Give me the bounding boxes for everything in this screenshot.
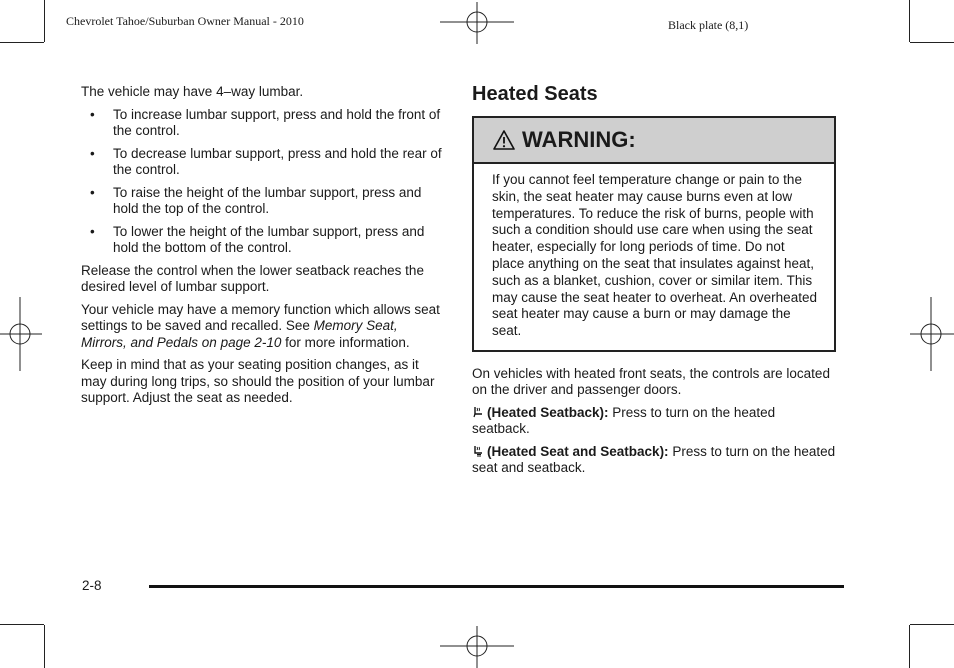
crop-mark-top-right-h xyxy=(910,42,954,43)
list-item: • To lower the height of the lumbar support, press and hold the bottom of the control. xyxy=(90,223,425,255)
crop-mark-bottom-left-h xyxy=(0,624,44,625)
plate-label: Black plate (8,1) xyxy=(668,18,749,32)
crop-mark-top-left-v xyxy=(44,0,45,42)
warning-title: WARNING: xyxy=(522,126,636,152)
crop-mark-bottom-right-v xyxy=(909,625,910,668)
bullet-dot: • xyxy=(90,106,95,122)
warning-box xyxy=(472,116,836,352)
memory-paragraph: Your vehicle may have a memory function which allows seat settings to be saved and recalled. See Memory Seat, Mirrors, and Pedals on page 2-10 for more information. xyxy=(81,301,440,350)
heated-seat-and-seatback-icon xyxy=(472,445,484,457)
footer-rule xyxy=(149,585,844,588)
heated-seatback-icon xyxy=(472,406,484,418)
bullet-dot: • xyxy=(90,223,95,239)
warning-text: If you cannot feel temperature change or pain to the skin, the seat heater may cause burns even at low temperatures. To reduce the risk of burns, people with such a condition should use care when using the seat heater, especially for long periods of time. Do not place anything on the seat that insulates against heat, such as a blanket, cushion, cover or similar item. This may cause the seat heater to overheat. An overheated seat heater may cause a burn or may damage the seat. xyxy=(492,172,817,339)
memory-seat-link[interactable]: Memory Seat, Mirrors, and Pedals on page 2-10 xyxy=(81,318,398,350)
crop-mark-bottom-right-h xyxy=(910,624,954,625)
warning-header xyxy=(474,118,834,164)
heated-seatback-paragraph: (Heated Seatback): Press to turn on the heated seatback. xyxy=(472,404,776,437)
crop-mark-bottom-left-v xyxy=(44,625,45,668)
crop-mark-top-right-v xyxy=(909,0,910,42)
registration-mark-left xyxy=(0,297,42,371)
bullet-dot: • xyxy=(90,145,95,161)
lumbar-intro: The vehicle may have 4–way lumbar. xyxy=(81,84,304,99)
list-item: • To increase lumbar support, press and hold the front of the control. xyxy=(90,106,441,138)
registration-mark-top xyxy=(440,2,514,44)
heated-seat-and-seatback-paragraph: (Heated Seat and Seatback): Press to turn on the heated seat and seatback. xyxy=(472,443,836,476)
list-item: • To decrease lumbar support, press and hold the rear of the control. xyxy=(90,145,442,177)
registration-mark-right xyxy=(910,297,954,371)
controls-paragraph: On vehicles with heated front seats, the controls are located on the driver and passenger doors. xyxy=(472,365,830,398)
bullet-dot: • xyxy=(90,184,95,200)
page-number: 2-8 xyxy=(82,578,102,593)
right-column xyxy=(472,82,836,483)
left-column xyxy=(81,84,443,413)
lumbar-bullet-list xyxy=(81,107,443,257)
release-paragraph: Release the control when the lower seatback reaches the desired level of lumbar support. xyxy=(81,262,424,294)
heated-seat-and-seatback-label: (Heated Seat and Seatback): xyxy=(487,443,669,459)
crop-mark-top-left-h xyxy=(0,42,44,43)
list-item: • To raise the height of the lumbar support, press and hold the top of the control. xyxy=(90,184,422,216)
registration-mark-bottom xyxy=(440,626,514,668)
heated-seatback-label: (Heated Seatback): xyxy=(487,404,609,420)
warning-triangle-icon xyxy=(492,129,516,151)
section-title: Heated Seats xyxy=(472,83,598,105)
manual-title: Chevrolet Tahoe/Suburban Owner Manual - 2010 xyxy=(66,14,304,28)
keep-in-mind-paragraph: Keep in mind that as your seating position changes, as it may during long trips, so should the position of your lumbar support. Adjust the seat as needed. xyxy=(81,357,435,405)
